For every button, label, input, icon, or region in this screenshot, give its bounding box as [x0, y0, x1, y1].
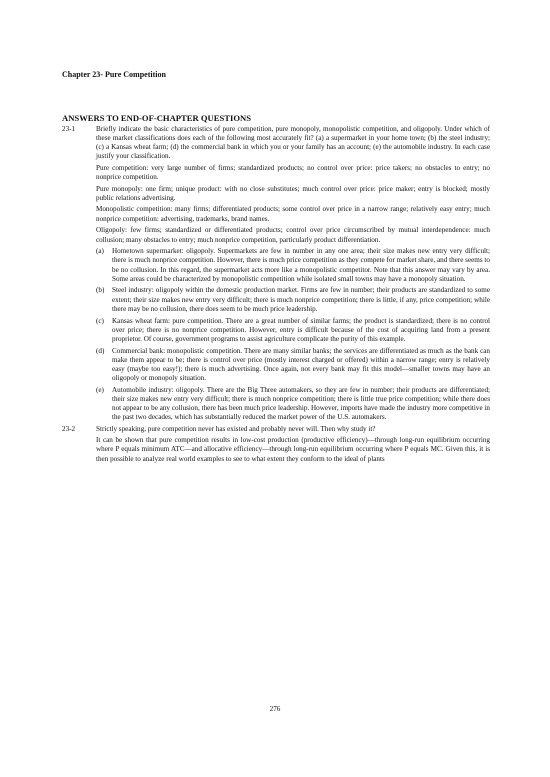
item-label: (a) — [96, 247, 104, 256]
item-text: Steel industry: oligopoly within the domestic production market. Firms are few in number; their products are standardized to some extent; their size makes new entry very difficult; there is much nonprice competition; there is little, if any, price competition; while there may be no collusion, there does seem to be much price leadership. — [112, 286, 490, 313]
item-label: (d) — [96, 346, 105, 355]
section-title: ANSWERS TO END-OF-CHAPTER QUESTIONS — [62, 113, 252, 123]
question-text: Strictly speaking, pure competition never has existed and probably never will. Then why study it? — [96, 425, 376, 434]
item-label: (c) — [96, 316, 104, 325]
question-23-1 — [62, 125, 490, 162]
answer-item-d — [96, 347, 490, 384]
item-text: Hometown supermarket: oligopoly. Supermarkets are few in number in any one area; their size makes new entry very difficult; there is much nonprice competition. However, there is much price competition as they compete for market share, and there seems to be no collusion. In this regard, the supermarket acts more like a monopolistic competitor. Note that this answer may vary by area. Some areas could be characterized by monopolistic competition while isolated small towns may have a monopoly situation. — [112, 247, 490, 283]
answer-paragraph: Monopolistic competition: many firms; differentiated products; some control over price in a narrow range; relatively easy entry; much nonprice competition: advertising, trademarks, brand names. — [96, 205, 490, 223]
page-number: 276 — [269, 705, 281, 713]
item-text: Commercial bank: monopolistic competition. There are many similar banks; the services are differentiated as much as the bank can make them appear to be; there is control over price (mostly interest charged or offered) within a narrow range; entry is relatively easy (maybe too easy!); there is much advertising. Once again, not every bank may fit this model—smaller towns may have an oligopoly or monopoly situation. — [112, 346, 490, 383]
answer-item-b — [96, 286, 490, 313]
item-label: (e) — [96, 385, 104, 394]
item-label: (b) — [96, 286, 105, 295]
answer-item-a — [96, 247, 490, 284]
answer-paragraph: Pure competition: very large number of firms; standardized products; no control over price: price takers; no obstacles to entry; no nonprice competition. — [96, 163, 490, 181]
question-number: 23-1 — [62, 125, 76, 133]
question-23-2 — [62, 425, 490, 434]
answer-paragraph: It can be shown that pure competition results in low-cost production (productive efficiency)—through long-run equilibrium occurring where P equals minimum ATC—and allocative efficiency—through long-run equilibrium occurring where P equals MC. Given this, it is then possible to analyze real world examples to see to what extent they conform to the ideal of plants — [96, 436, 490, 463]
answer-item-c — [96, 317, 490, 344]
question-number: 23-2 — [62, 425, 76, 434]
item-text: Automobile industry: oligopoly. There are the Big Three automakers, so they are few in number; their products are differentiated; their size makes new entry very difficult; there is much nonprice competition; there is little true price competition; while there does not appear to be any collusion, there has been much price leadership. However, imports have made the industry more competitive in the past two decades, which has substantially reduced the market power of the U.S. automakers. — [112, 385, 490, 422]
answers-content — [62, 125, 490, 466]
item-text: Kansas wheat farm: pure competition. There are a great number of similar farms; the product is standardized; there is no control over price; there is no nonprice competition. However, entry is difficult because of the cost of acquiring land from a present proprietor. Of course, government programs to assist agriculture complicate the purity of this example. — [112, 316, 490, 343]
answer-paragraph: Pure monopoly: one firm; unique product: with no close substitutes; much control over price: price maker; entry is blocked; mostly public relations advertising. — [96, 184, 490, 202]
answer-paragraph: Oligopoly: few firms; standardized or differentiated products; control over price circumscribed by mutual interdependence: much collusion; many obstacles to entry; much nonprice competition, particularly product differentiation. — [96, 226, 490, 244]
question-text: Briefly indicate the basic characteristics of pure competition, pure monopoly, monopolistic competition, and oligopoly. Under which of these market classifications does each of the following most accurately fit? (a) a supermarket in your home town; (b) the steel industry; (c) a Kansas wheat farm; (d) the commercial bank in which you or your family has an account; (e) the automobile industry. In each case justify your classification. — [96, 125, 490, 161]
chapter-title: Chapter 23- Pure Competition — [62, 70, 166, 79]
answer-item-e — [96, 386, 490, 423]
